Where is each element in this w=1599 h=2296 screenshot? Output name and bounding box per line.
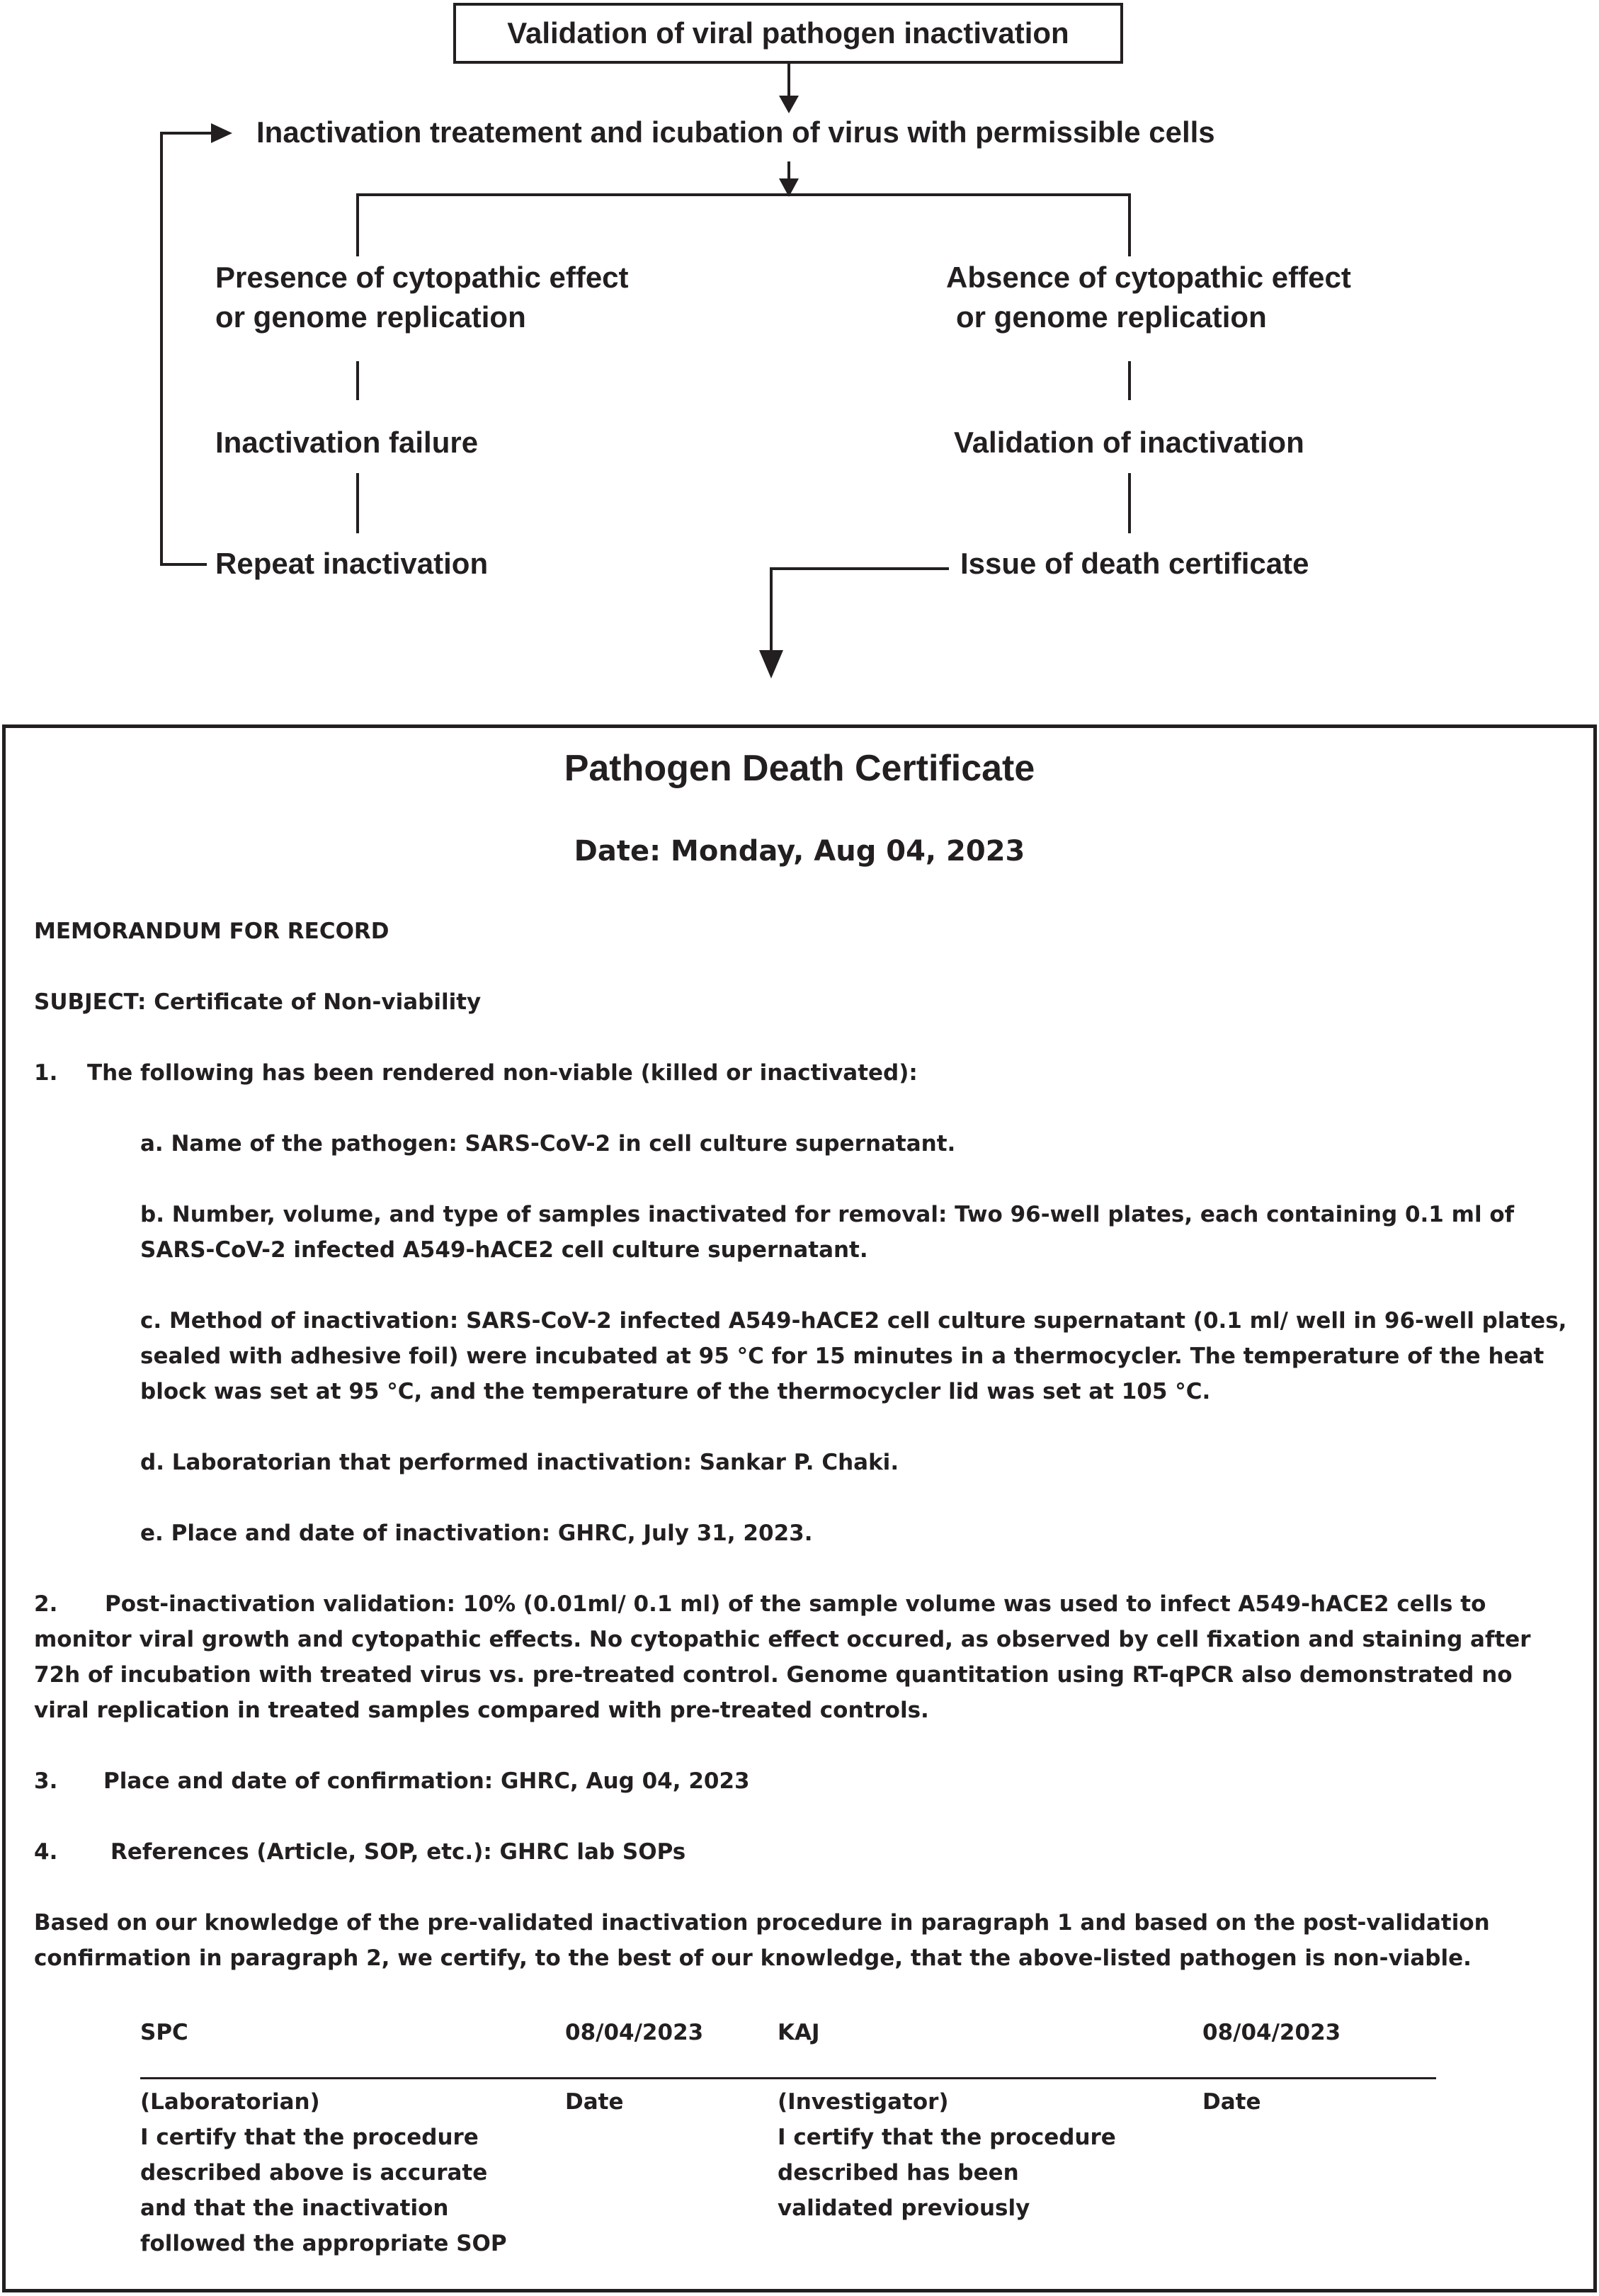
left-outcome-line1: Presence of cytopathic effect (215, 261, 629, 294)
memo-heading: MEMORANDUM FOR RECORD (34, 919, 389, 944)
right-outcome-line1: Absence of cytopathic effect (946, 261, 1351, 294)
item1-c-line3: block was set at 95 °C, and the temperature of the thermocycler lid was set at 105 °C. (140, 1379, 1211, 1404)
signature-line (140, 2077, 1436, 2079)
investigator-statement-3: validated previously (778, 2195, 1030, 2221)
closing-line2: confirmation in paragraph 2, we certify, to the best of our knowledge, that the above-listed pathogen is non-viable. (34, 1945, 1472, 1971)
item4-text: References (Article, SOP, etc.): GHRC lab SOPs (110, 1839, 686, 1865)
validation-title-box (453, 3, 1123, 64)
laboratorian-statement-1: I certify that the procedure (140, 2125, 479, 2150)
arrowhead-top-to-treatment (779, 96, 799, 113)
item1-c-line1: c. Method of inactivation: SARS-CoV-2 infected A549-hACE2 cell culture supernatant (0.1 ml/ well in 96-well plates, (140, 1308, 1567, 1334)
item4-number: 4. (34, 1839, 58, 1865)
connector-repeat-loop (161, 133, 212, 564)
subject-line: SUBJECT: Certificate of Non-viability (34, 989, 482, 1015)
item1-e: e. Place and date of inactivation: GHRC, July 31, 2023. (140, 1521, 813, 1546)
arrowhead-to-certificate (759, 650, 783, 678)
left-action: Repeat inactivation (215, 547, 489, 580)
treatment-step: Inactivation treatement and icubation of virus with permissible cells (256, 115, 1215, 149)
item2-line3: 72h of incubation with treated virus vs. pre-treated control. Genome quantitation using RT-qPCR also demonstrated no (34, 1662, 1513, 1688)
flowchart-connectors (0, 0, 1599, 708)
item2-line2: monitor viral growth and cytopathic effects. No cytopathic effect occured, as observed by cell fixation and staining after (34, 1627, 1531, 1652)
arrowhead-repeat-loop (211, 123, 232, 143)
connector-issue-to-certificate (771, 569, 949, 662)
laboratorian-statement-3: and that the inactivation (140, 2195, 449, 2221)
item3-number: 3. (34, 1768, 58, 1794)
laboratorian-initials: SPC (140, 2020, 188, 2045)
item1-c-line2: sealed with adhesive foil) were incubated at 95 °C for 15 minutes in a thermocycler. The temperature of the heat (140, 1343, 1544, 1369)
left-outcome-line2: or genome replication (215, 300, 526, 334)
certificate-date: Date: Monday, Aug 04, 2023 (574, 835, 1025, 868)
left-result: Inactivation failure (215, 426, 479, 459)
right-action: Issue of death certificate (960, 547, 1309, 580)
date-label-1: Date (565, 2089, 624, 2115)
item1-b-line2: SARS-CoV-2 infected A549-hACE2 cell culture supernatant. (140, 1237, 868, 1263)
investigator-statement-2: described has been (778, 2160, 1019, 2186)
item1-d: d. Laboratorian that performed inactivation: Sankar P. Chaki. (140, 1450, 899, 1475)
item1-number: 1. (34, 1060, 58, 1086)
laboratorian-role: (Laboratorian) (140, 2089, 320, 2115)
investigator-statement-1: I certify that the procedure (778, 2125, 1116, 2150)
item2-line1: Post-inactivation validation: 10% (0.01ml/ 0.1 ml) of the sample volume was used to infect A549-hACE2 cells to (105, 1591, 1486, 1617)
certificate-title: Pathogen Death Certificate (564, 748, 1035, 789)
death-certificate (2, 724, 1597, 2292)
laboratorian-statement-2: described above is accurate (140, 2160, 488, 2186)
investigator-role: (Investigator) (778, 2089, 949, 2115)
laboratorian-sign-date: 08/04/2023 (565, 2020, 704, 2045)
right-outcome-line2: or genome replication (956, 300, 1267, 334)
item2-number: 2. (34, 1591, 58, 1617)
closing-line1: Based on our knowledge of the pre-validated inactivation procedure in paragraph 1 and based on the post-validation (34, 1910, 1490, 1936)
item1-b-line1: b. Number, volume, and type of samples inactivated for removal: Two 96-well plates, each containing 0.1 ml of (140, 1202, 1515, 1227)
investigator-sign-date: 08/04/2023 (1202, 2020, 1341, 2045)
validation-title: Validation of viral pathogen inactivation (507, 16, 1069, 50)
right-result: Validation of inactivation (954, 426, 1304, 459)
investigator-initials: KAJ (778, 2020, 820, 2045)
item1-a: a. Name of the pathogen: SARS-CoV-2 in cell culture supernatant. (140, 1131, 956, 1156)
item3-text: Place and date of confirmation: GHRC, Aug 04, 2023 (103, 1768, 750, 1794)
laboratorian-statement-4: followed the appropriate SOP (140, 2231, 507, 2256)
item1-text: The following has been rendered non-viable (killed or inactivated): (87, 1060, 918, 1086)
item2-line4: viral replication in treated samples compared with pre-treated controls. (34, 1698, 929, 1723)
date-label-2: Date (1202, 2089, 1261, 2115)
